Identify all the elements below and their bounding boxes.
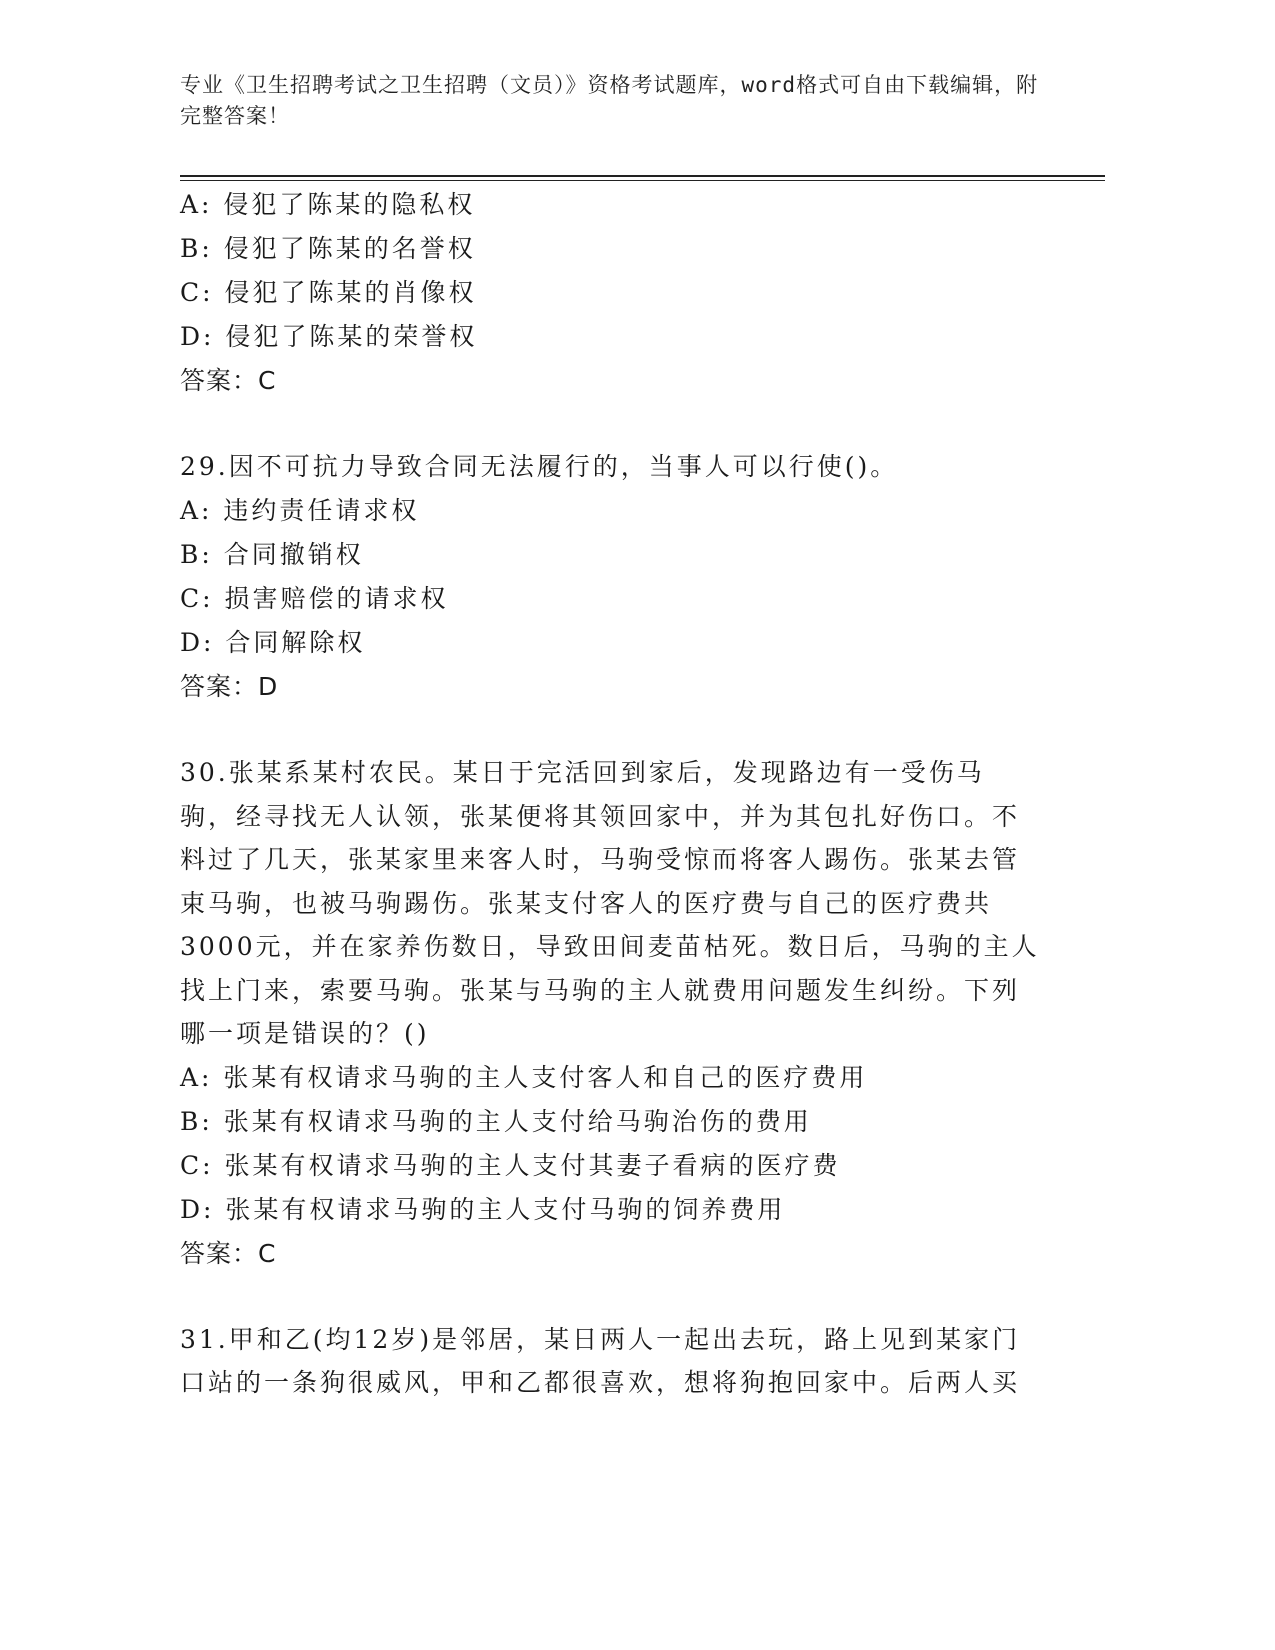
question-30 — [180, 751, 1040, 1276]
option-d: D: 张某有权请求马驹的主人支付马驹的饲养费用 — [180, 1194, 786, 1224]
question-list — [180, 183, 1040, 1405]
option-a: A: 张某有权请求马驹的主人支付客人和自己的医疗费用 — [180, 1062, 868, 1092]
header-divider — [180, 175, 1105, 181]
question-text: 29.因不可抗力导致合同无法履行的，当事人可以行使()。 — [180, 452, 899, 481]
question-31 — [180, 1318, 1040, 1405]
option-b: B: 张某有权请求马驹的主人支付给马驹治伤的费用 — [180, 1106, 812, 1136]
option-a: A: 违约责任请求权 — [180, 496, 420, 525]
option-c: C: 损害赔偿的请求权 — [180, 584, 449, 613]
question-text: 30.张某系某村农民。某日于完活回到家后，发现路边有一受伤马驹，经寻找无人认领，张某便将其领回家中，并为其包扎好伤口。不料过了几天，张某家里来客人时，马驹受惊而将客人踢伤。张某去管束马驹，也被马驹踢伤。张某支付客人的医疗费与自己的医疗费共3000元，并在家养伤数日，导致田间麦苗枯死。数日后，马驹的主人找上门来，索要马驹。张某与马驹的主人就费用问题发生纠纷。下列哪一项是错误的？() — [180, 758, 1040, 1048]
question-text: 31.甲和乙(均12岁)是邻居，某日两人一起出去玩，路上见到某家门口站的一条狗很威风，甲和乙都很喜欢，想将狗抱回家中。后两人买 — [180, 1324, 1021, 1397]
option-d: D: 侵犯了陈某的荣誉权 — [180, 322, 478, 351]
question-28 — [180, 183, 1040, 403]
option-b: B: 合同撤销权 — [180, 540, 364, 569]
option-b: B: 侵犯了陈某的名誉权 — [180, 234, 476, 263]
option-c: C: 张某有权请求马驹的主人支付其妻子看病的医疗费 — [180, 1150, 841, 1180]
answer-line: 答案：C — [180, 1238, 277, 1268]
option-c: C: 侵犯了陈某的肖像权 — [180, 278, 477, 307]
answer-line: 答案：C — [180, 366, 277, 395]
option-d: D: 合同解除权 — [180, 628, 366, 657]
question-29 — [180, 445, 1040, 709]
document-header: 专业《卫生招聘考试之卫生招聘（文员）》资格考试题库，word格式可自由下载编辑，附完整答案！ — [180, 73, 1039, 128]
option-a: A: 侵犯了陈某的隐私权 — [180, 190, 476, 219]
answer-line: 答案：D — [180, 672, 279, 701]
